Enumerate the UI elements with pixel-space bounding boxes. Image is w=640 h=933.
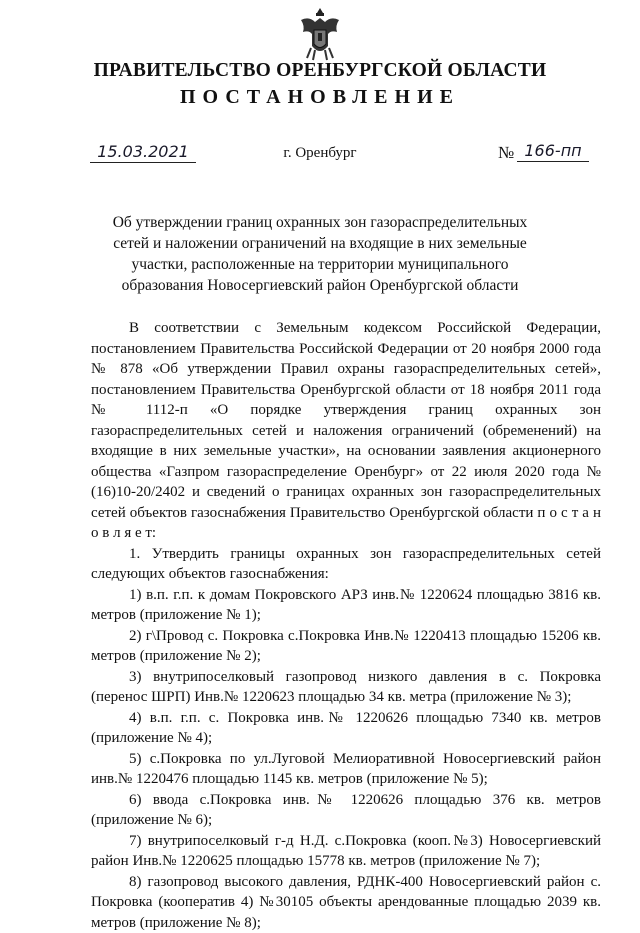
clause-paragraph: 7) внутрипоселковый г-д Н.Д. с.Покровка (кооп.№3) Новосергиевский район Инв.№ 1220625 площадью 15778 кв. метров (приложение № 7); bbox=[91, 831, 601, 872]
clause-paragraph: 8) газопровод высокого давления, РДНК-400 Новосергиевский район с. Покровка (кооператив 4) №30105 объекты арендованные площадью 2039 кв. метров (приложение № 8); bbox=[91, 872, 601, 933]
clause-paragraph: 4) в.п. г.п. с. Покровка инв.№ 1220626 площадью 7340 кв. метров (приложение № 4); bbox=[91, 708, 601, 749]
clause-paragraph: 3) внутрипоселковый газопровод низкого давления в с. Покровка (перенос ШРП) Инв.№ 1220623 площадью 34 кв. метра (приложение № 3); bbox=[91, 667, 601, 708]
coat-of-arms-icon bbox=[297, 6, 343, 62]
document-body bbox=[91, 318, 601, 933]
clause-paragraph: 1) в.п. г.п. к домам Покровского АРЗ инв.№ 1220624 площадью 3816 кв. метров (приложение № 1); bbox=[91, 585, 601, 626]
number-sign: № bbox=[498, 143, 514, 163]
document-city: г. Оренбург bbox=[0, 145, 640, 162]
document-title: Об утверждении границ охранных зон газораспределительных сетей и наложении ограничений на входящие в них земельные участки, расположенные на территории муниципального образования Новосергиевский район Оренбургской области bbox=[100, 212, 540, 296]
clause-paragraph: 1. Утвердить границы охранных зон газораспределительных сетей следующих объектов газоснабжения: bbox=[91, 544, 601, 585]
clause-paragraph: 6) ввода с.Покровка инв.№ 1220626 площадью 376 кв. метров (приложение № 6); bbox=[91, 790, 601, 831]
government-name: ПРАВИТЕЛЬСТВО ОРЕНБУРГСКОЙ ОБЛАСТИ bbox=[0, 60, 640, 82]
document-number: 166-пп bbox=[517, 141, 589, 162]
preamble-paragraph: В соответствии с Земельным кодексом Российской Федерации, постановлением Правительства Российской Федерации от 20 ноября 2000 года № 878 «Об утверждении Правил охраны газораспределительных сетей», постановлением Правительства Оренбургской области от 18 ноября 2011 года № 1112-п «О порядке утверждения границ охранных зон газораспределительных сетей и наложения ограничений (обременений) на входящие в них земельные участки», на основании заявления акционерного общества «Газпром газораспределение Оренбург» от 22 июля 2020 года № (16)10-20/2402 и сведений о границах охранных зон газораспределительных сетей объектов газоснабжения Правительство Оренбургской области п о с т а н о в л я е т: bbox=[91, 318, 601, 544]
clause-paragraph: 5) с.Покровка по ул.Луговой Мелиоративной Новосергиевский район инв.№ 1220476 площадью 1145 кв. метров (приложение № 5); bbox=[91, 749, 601, 790]
document-type: ПОСТАНОВЛЕНИЕ bbox=[0, 86, 640, 109]
document-date: 15.03.2021 bbox=[90, 142, 196, 163]
clause-paragraph: 2) г\Провод с. Покровка с.Покровка Инв.№ 1220413 площадью 15206 кв. метров (приложение № 2); bbox=[91, 626, 601, 667]
